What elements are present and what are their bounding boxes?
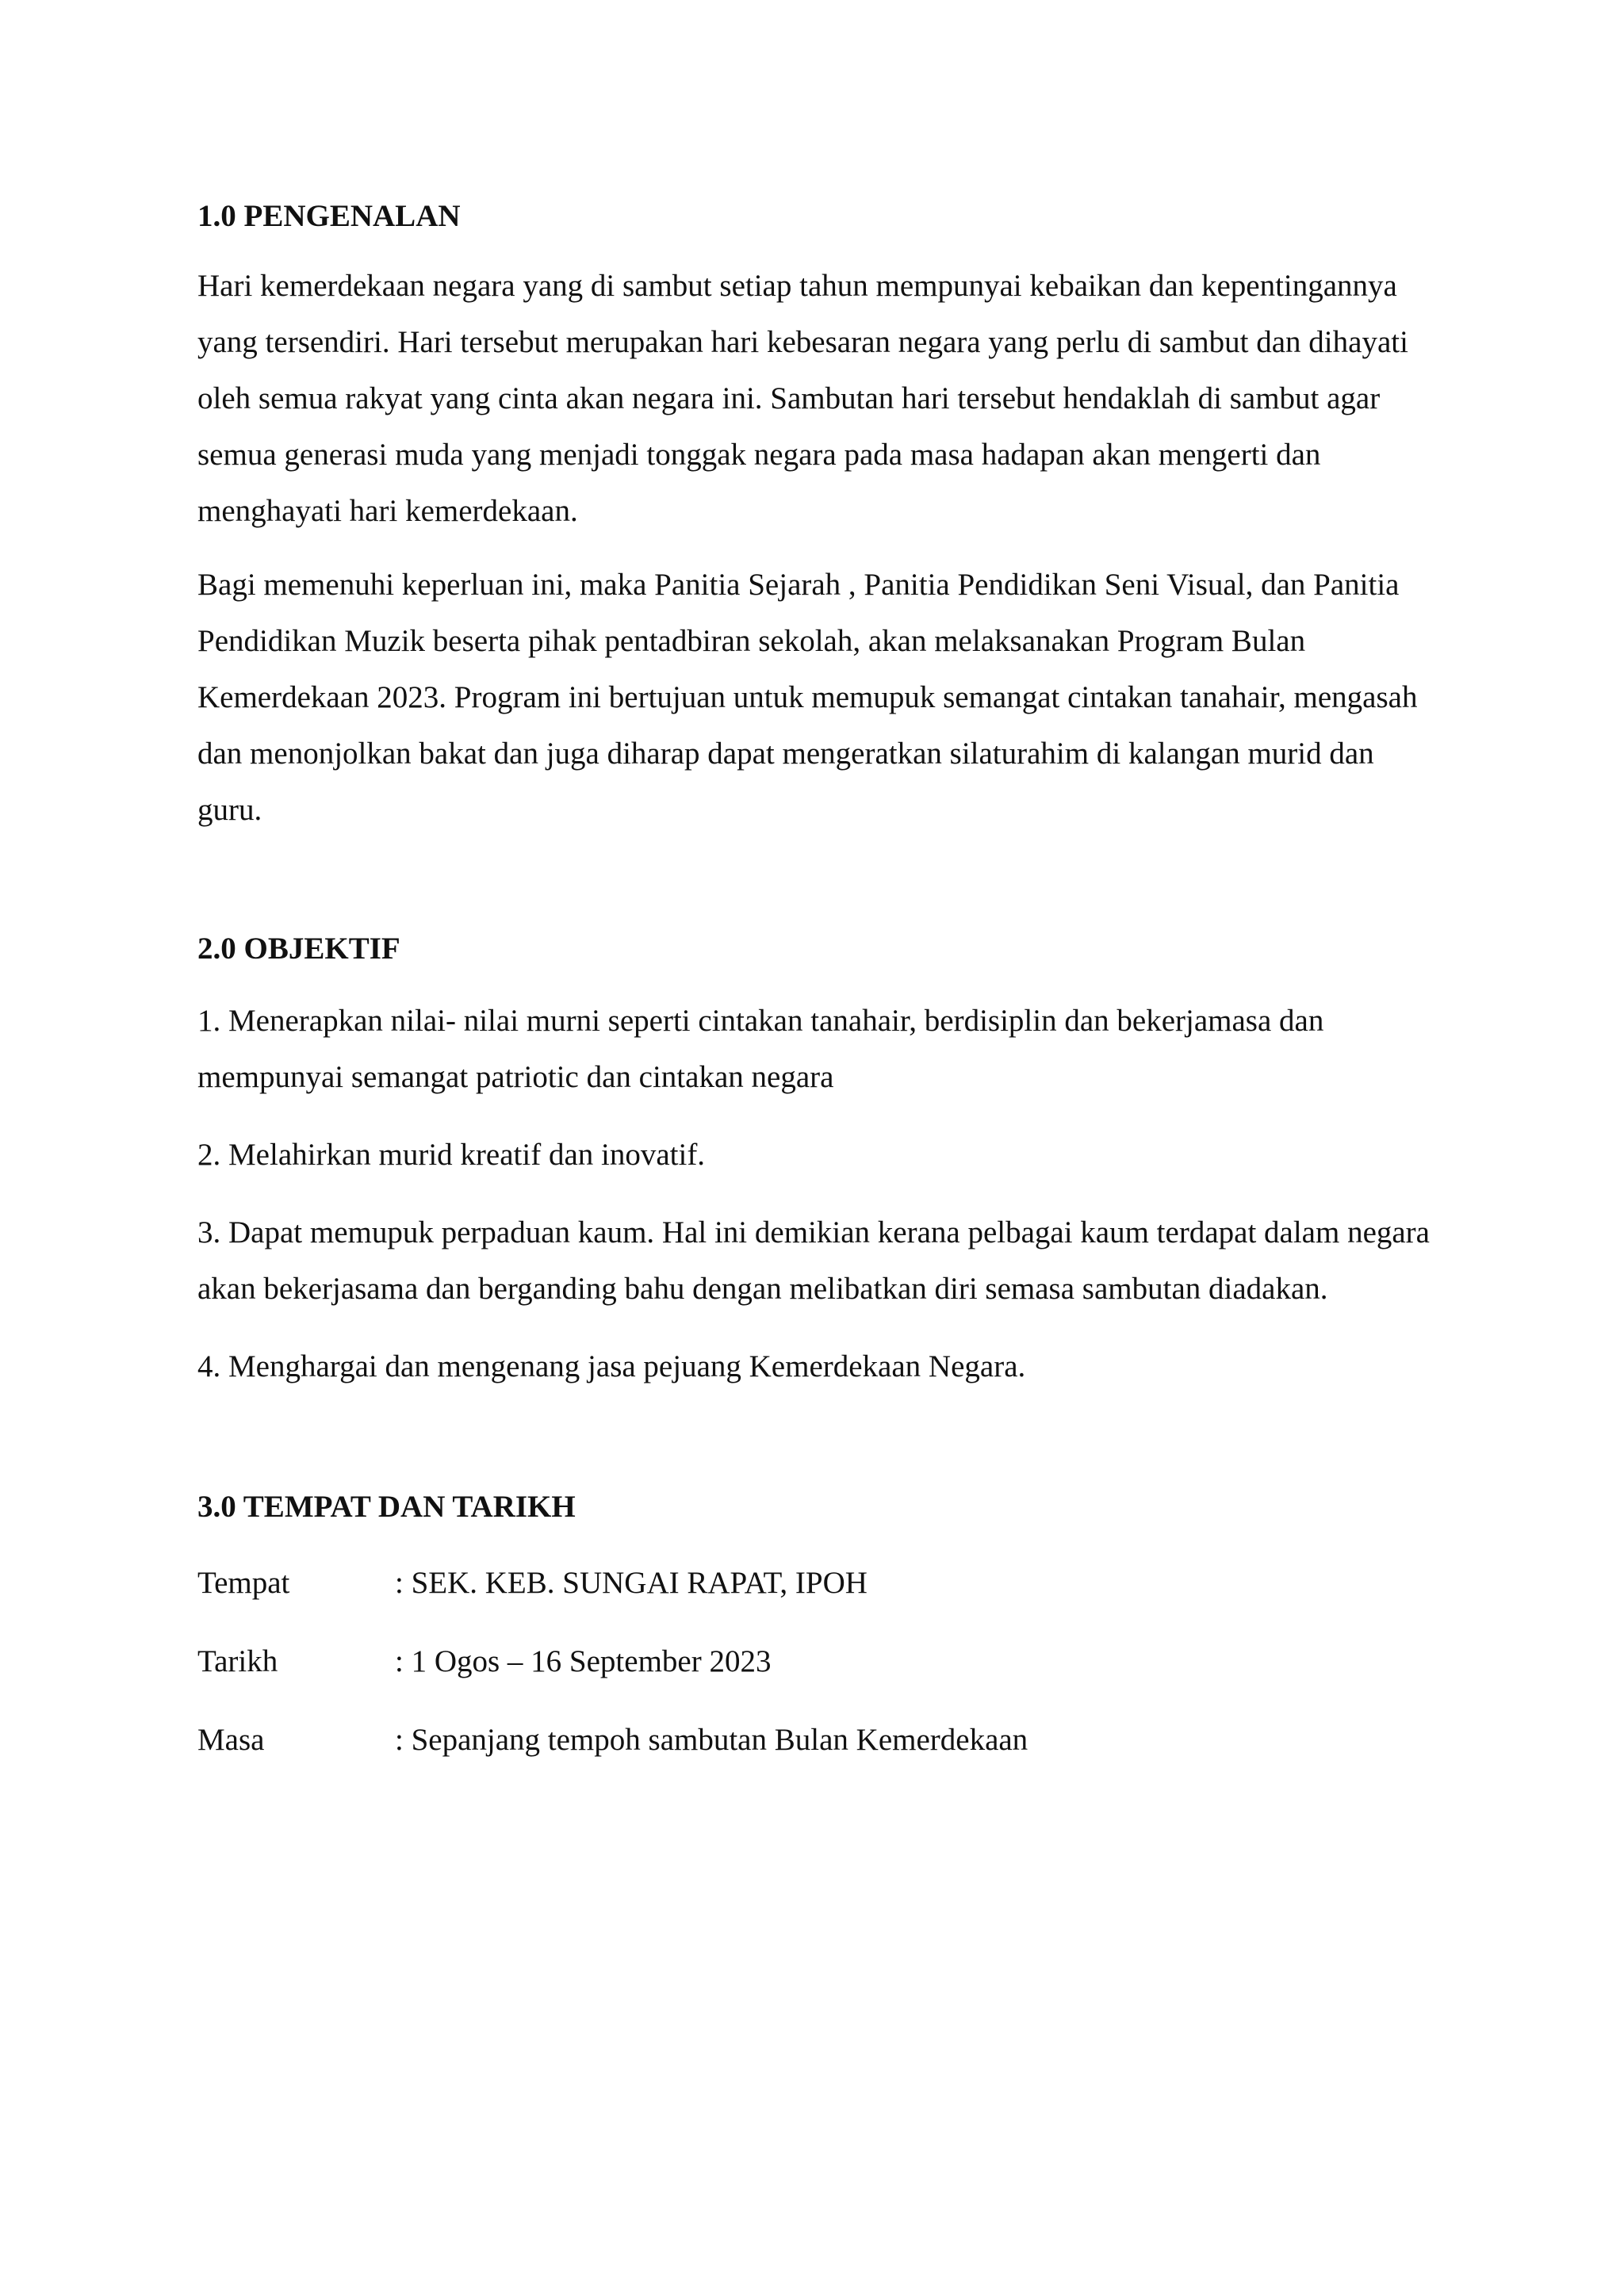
paragraph-pengenalan-2: Bagi memenuhi keperluan ini, maka Panitia Sejarah , Panitia Pendidikan Seni Visual, dan Panitia Pendidikan Muzik beserta pihak pentadbiran sekolah, akan melaksanakan Program Bulan Kemerdekaan 2023. Program ini bertujuan untuk memupuk semangat cintakan tanahair, mengasah dan menonjolkan bakat dan juga diharap dapat mengeratkan silaturahim di kalangan murid dan guru. [197,568,1418,827]
section-heading-tempat-tarikh: 3.0 TEMPAT DAN TARIKH [197,1490,576,1524]
paragraph-pengenalan-1: Hari kemerdekaan negara yang di sambut setiap tahun mempunyai kebaikan dan kepentingannya yang tersendiri. Hari tersebut merupakan hari kebesaran negara yang perlu di sambut dan dihayati oleh semua rakyat yang cinta akan negara ini. Sambutan hari tersebut hendaklah di sambut agar semua generasi muda yang menjadi tonggak negara pada masa hadapan akan mengerti dan menghayati hari kemerdekaan. [197,269,1408,528]
info-label-masa: Masa [197,1723,265,1757]
info-value-tarikh: : 1 Ogos – 16 September 2023 [395,1644,772,1678]
info-label-tarikh: Tarikh [197,1644,278,1678]
section-heading-objektif: 2.0 OBJEKTIF [197,932,400,966]
document-body [197,193,1434,1790]
objective-item-2: 2. Melahirkan murid kreatif dan inovatif. [197,1138,706,1172]
section-heading-pengenalan: 1.0 PENGENALAN [197,199,461,233]
objective-item-3: 3. Dapat memupuk perpaduan kaum. Hal ini demikian kerana pelbagai kaum terdapat dalam negara akan bekerjasama dan berganding bahu dengan melibatkan diri semasa sambutan diadakan. [197,1215,1430,1306]
info-row-tempat [197,1555,1434,1611]
objective-item-1: 1. Menerapkan nilai- nilai murni seperti cintakan tanahair, berdisiplin dan bekerjamasa dan mempunyai semangat patriotic dan cintakan negara [197,1004,1324,1094]
info-value-masa: : Sepanjang tempoh sambutan Bulan Kemerdekaan [395,1723,1028,1757]
info-value-tempat: : SEK. KEB. SUNGAI RAPAT, IPOH [395,1566,868,1600]
objective-item-4: 4. Menghargai dan mengenang jasa pejuang Kemerdekaan Negara. [197,1349,1026,1383]
info-row-masa [197,1712,1434,1768]
info-row-tarikh [197,1633,1434,1689]
info-label-tempat: Tempat [197,1566,290,1600]
